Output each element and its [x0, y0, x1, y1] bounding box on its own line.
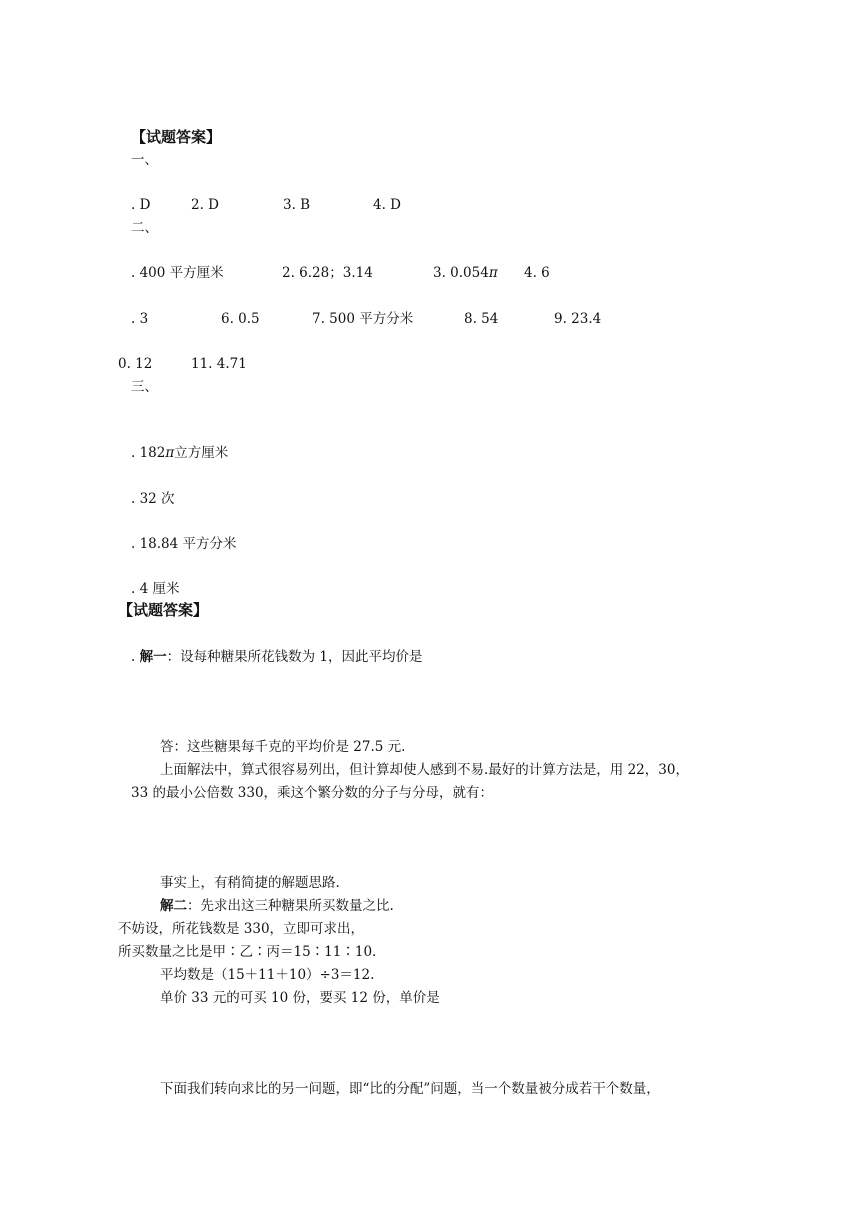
answers-heading: 【试题答案】	[131, 128, 222, 146]
answers-heading-2: 【试题答案】	[118, 601, 209, 619]
pi-symbol: π	[488, 265, 498, 281]
section-three-label: 三、	[131, 379, 158, 395]
ratio-distribution-line: 下面我们转向求比的另一问题，即“比的分配”问题，当一个数量被分成若干个数量，	[160, 1081, 660, 1097]
unit-price-line: 单价 33 元的可买 10 份，要买 12 份，单价是	[160, 990, 440, 1006]
section-two-answer-1: . 400 平方厘米	[131, 265, 224, 281]
assumption-line: 不妨设，所花钱数是 330，立即可求出，	[118, 921, 365, 937]
section-three-answer-3: . 18.84 平方分米	[131, 536, 237, 552]
section-two-label: 二、	[131, 220, 158, 236]
section-three-answer-4: . 4 厘米	[131, 581, 180, 597]
section-one-answer-1: . D	[131, 197, 151, 213]
section-two-answer-3: 3. 0.054π	[433, 265, 498, 281]
solution-two-intro: 解二：先求出这三种糖果所买数量之比.	[160, 898, 394, 914]
explanation-line-2: 33 的最小公倍数 330，乘这个繁分数的分子与分母，就有：	[131, 785, 494, 801]
solution-one-intro: . 解一：设每种糖果所花钱数为 1，因此平均价是	[131, 649, 423, 665]
section-two-answer-6: 6. 0.5	[221, 311, 260, 327]
explanation-line-1: 上面解法中，算式很容易列出，但计算却使人感到不易.最好的计算方法是，用 22，30，	[160, 762, 689, 778]
section-two-answer-10: 0. 12	[118, 356, 153, 372]
section-one-answer-4: 4. D	[373, 197, 401, 213]
ratio-line: 所买数量之比是甲∶乙∶丙＝15∶11∶10.	[118, 944, 377, 960]
section-two-answer-9: 9. 23.4	[554, 311, 602, 327]
section-one-label: 一、	[131, 152, 158, 168]
fact-line: 事实上，有稍简捷的解题思路.	[160, 875, 340, 891]
section-two-answer-5: . 3	[131, 311, 149, 327]
section-three-answer-1: . 182π立方厘米	[131, 445, 229, 461]
section-two-answer-2: 2. 6.28；3.14	[282, 265, 373, 281]
section-two-answer-11: 11. 4.71	[191, 356, 247, 372]
section-two-answer-8: 8. 54	[464, 311, 499, 327]
section-one-answer-2: 2. D	[191, 197, 219, 213]
solution-one-answer: 答：这些糖果每千克的平均价是 27.5 元.	[160, 739, 406, 755]
section-two-answer-7: 7. 500 平方分米	[312, 311, 414, 327]
pi-symbol: π	[165, 445, 175, 461]
section-three-answer-2: . 32 次	[131, 491, 175, 507]
section-one-answer-3: 3. B	[283, 197, 311, 213]
section-two-answer-4: 4. 6	[524, 265, 550, 281]
average-line: 平均数是（15＋11＋10）÷3＝12.	[160, 967, 375, 983]
